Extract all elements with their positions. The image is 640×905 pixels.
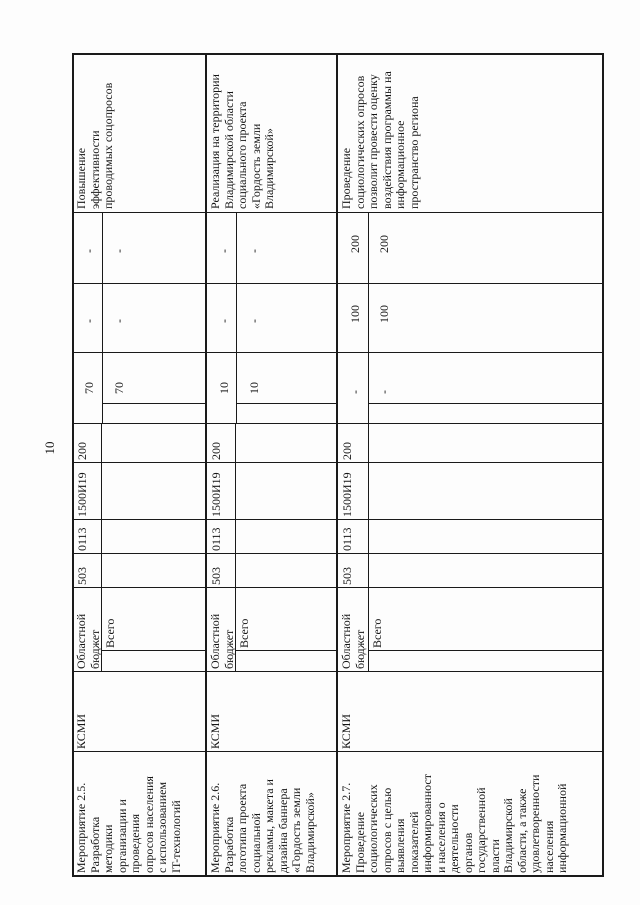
total2-value: -: [247, 319, 261, 323]
subrow-line: [236, 213, 237, 424]
vr-cell: 200: [209, 442, 223, 460]
col-line: [72, 352, 604, 353]
table-left-border: [72, 875, 604, 877]
col-line: [72, 283, 604, 284]
rotated-table: [72, 53, 604, 877]
grbs-cell: 503: [340, 567, 354, 585]
row-separator: [336, 53, 338, 877]
total-label: Всего: [237, 618, 251, 648]
total3-value: 200: [377, 235, 391, 253]
col-line: [72, 553, 604, 554]
result-cell: Реализация на территории Владимирской области социального проекта «Гордость земли Владимирской»: [208, 74, 276, 209]
year1-value: 10: [217, 382, 231, 394]
subcol-line: [102, 403, 205, 404]
subcol-line: [368, 403, 602, 404]
budget-cell: Областной бюджет: [74, 613, 102, 669]
total-label: Всего: [370, 618, 384, 648]
col-line: [72, 519, 604, 520]
col-line: [72, 212, 604, 213]
col-line: [72, 423, 604, 424]
vr-cell: 200: [340, 442, 354, 460]
rzpr-cell: 0113: [209, 527, 223, 551]
total3-value: -: [112, 249, 126, 253]
budget-cell: Областной бюджет: [339, 613, 367, 669]
csr-cell: 1500И19: [209, 472, 223, 517]
budget-cell: Областной бюджет: [208, 613, 236, 669]
page-number: 10: [42, 441, 57, 455]
total1-value: -: [377, 390, 391, 394]
year2-value: -: [217, 319, 231, 323]
col-line: [72, 751, 604, 752]
subcol-line: [368, 650, 602, 651]
total2-value: 100: [377, 305, 391, 323]
year3-value: 200: [348, 235, 362, 253]
subcol-line: [101, 650, 205, 651]
year1-value: 70: [82, 382, 96, 394]
col-line: [72, 462, 604, 463]
year3-value: -: [217, 249, 231, 253]
subrow-line: [368, 213, 369, 424]
rzpr-cell: 0113: [340, 527, 354, 551]
subrow-line: [368, 424, 369, 672]
rzpr-cell: 0113: [75, 527, 89, 551]
event-cell: Мероприятие 2.7. Проведение социологических опросов с целью выявления показателей информированност и населения о деятельности органов государственной власти Владимирской области, а также удовлетворенности населения информационной: [339, 774, 569, 873]
csr-cell: 1500И19: [75, 472, 89, 517]
col-line: [72, 671, 604, 672]
executor-cell: КСМИ: [339, 713, 353, 749]
executor-cell: КСМИ: [74, 713, 88, 749]
subcol-line: [235, 650, 336, 651]
vr-cell: 200: [75, 442, 89, 460]
table-bottom-border: [602, 53, 604, 877]
total1-value: 10: [247, 382, 261, 394]
subrow-line: [102, 213, 103, 424]
result-cell: Повышение эффективности проводимых соцопросов: [74, 82, 115, 209]
year2-value: -: [82, 319, 96, 323]
csr-cell: 1500И19: [340, 472, 354, 517]
total3-value: -: [247, 249, 261, 253]
table-right-border: [72, 53, 604, 55]
subcol-line: [236, 403, 336, 404]
total1-value: 70: [112, 382, 126, 394]
total2-value: -: [112, 319, 126, 323]
total-label: Всего: [103, 618, 117, 648]
executor-cell: КСМИ: [208, 713, 222, 749]
grbs-cell: 503: [75, 567, 89, 585]
year1-value: -: [348, 390, 362, 394]
row-separator: [205, 53, 207, 877]
year3-value: -: [82, 249, 96, 253]
year2-value: 100: [348, 305, 362, 323]
grbs-cell: 503: [209, 567, 223, 585]
event-cell: Мероприятие 2.5. Разработка методики организации и проведения опросов населения с использованием IT-технологий: [74, 776, 183, 873]
event-cell: Мероприятие 2.6. Разработка логотипа проекта социальной рекламы, макета и дизайна баннера «Гордость земли Владимирской»: [208, 779, 317, 873]
result-cell: Проведение социологических опросов позволит провести оценку воздействия программы на информационное пространство региона: [339, 71, 421, 209]
col-line: [72, 587, 604, 588]
